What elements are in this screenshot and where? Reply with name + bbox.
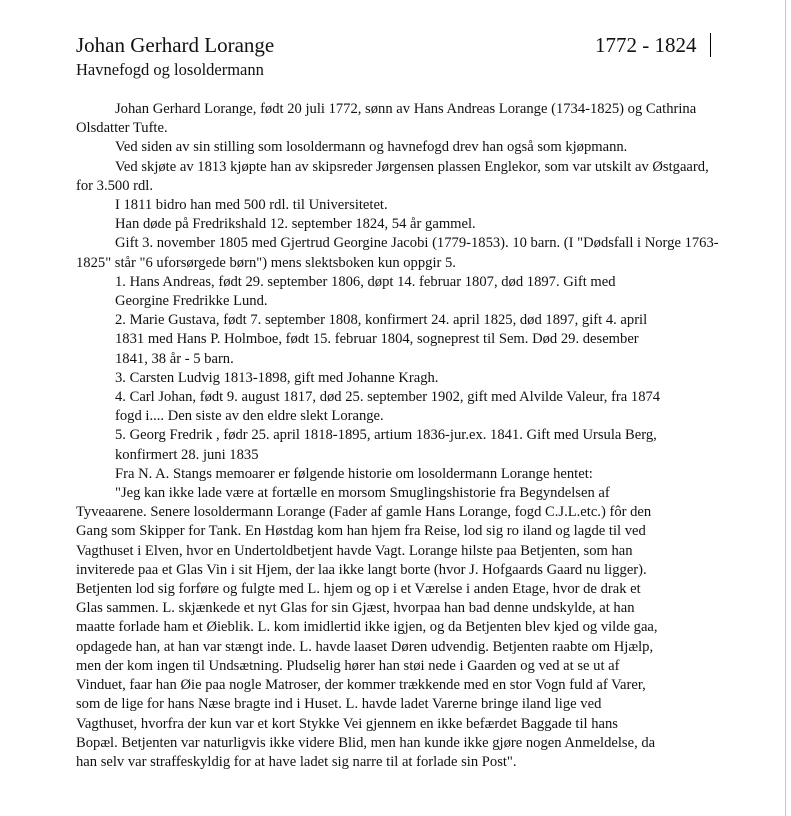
memoir-intro: Fra N. A. Stangs memoarer er følgende historie om losoldermann Lorange hentet: (115, 465, 593, 482)
quote-line: Gang som Skipper for Tank. En Høstdag kom han hjem fra Reise, lod sig ro iland og lagde til ved (76, 523, 646, 540)
quote-line: Glas sammen. L. skjænkede et nyt Glas for sin Gjæst, hvorpaa han bad denne undskylde, at han (76, 600, 635, 617)
life-years: 1772 - 1824 (595, 33, 697, 57)
document-body[interactable] (76, 100, 726, 772)
quote-line: opdagede han, at han var stængt inde. L. havde laaset Døren udvendig. Betjenten raabte om Hjælp, (76, 638, 654, 655)
quote-line: Vagthuset, hvorfra der kun var et kort Stykke Vei gjennem en ikke befærdet Baggade til hans (76, 715, 618, 732)
quote-line: men der kom ingen til Undsætning. Pludselig hører han støi nede i Gaarden og ved at se ut af (76, 657, 620, 674)
quote-line: "Jeg kan ikke lade være at fortælle en morsom Smuglingshistorie fra Begyndelsen af (115, 485, 610, 502)
text-cursor (710, 33, 711, 57)
child-entry-5-line: 5. Georg Fredrik , fødr 25. april 1818-1895, artium 1836-jur.ex. 1841. Gift med Ursula Berg, (115, 427, 657, 444)
paragraph-property: Ved skjøte av 1813 kjøpte han av skipsreder Jørgensen plassen Englekor, som var utskilt av Østgaard, for 3.500 rdl. (76, 158, 709, 194)
paragraph-occupation: Ved siden av sin stilling som losoldermann og havnefogd drev han også som kjøpmann. (115, 139, 628, 156)
child-entry-4-line: 4. Carl Johan, født 9. august 1817, død 25. september 1902, gift med Alvilde Valeur, fra 1874 (115, 389, 661, 406)
quote-line: maatte forlade ham et Øieblik. L. kom imidlertid ikke igjen, og da Betjenten blev kjed og vilde gaa, (76, 619, 658, 636)
child-entry-2-cont: 1841, 38 år - 5 barn. (115, 350, 234, 367)
child-entry-1-cont: Georgine Fredrikke Lund. (115, 293, 268, 310)
quote-line: Tyveaarene. Senere losoldermann Lorange (Fader af gamle Hans Lorange, fogd C.J.L.etc.) fôr den (76, 504, 652, 521)
quote-line: inviterede paa et Glas Vin i sit Hjem, der laa ikke langt borte (hvor J. Hofgaards Gaard nu ligger). (76, 561, 647, 578)
child-entry-2-line: 2. Marie Gustava, født 7. september 1808, konfirmert 24. april 1825, død 1897, gift 4. april (115, 312, 648, 329)
quote-line: Vinduet, faar han Øie paa nogle Matroser, der kommer trækkende med en stor Vogn fuld af Varer, (76, 677, 646, 694)
paragraph-birth: Johan Gerhard Lorange, født 20 juli 1772, sønn av Hans Andreas Lorange (1734-1825) og Cathrina Olsdatter Tufte. (76, 101, 697, 137)
quote-line: Bopæl. Betjenten var naturligvis ikke videre Blid, men han kunde ikke gjøre nogen Anmeldelse, da (76, 734, 656, 751)
child-entry-1-line: 1. Hans Andreas, født 29. september 1806, døpt 14. februar 1807, død 1897. Gift med (115, 273, 616, 290)
page-title: Johan Gerhard Lorange (76, 33, 275, 57)
child-entry-2-cont: 1831 med Hans P. Holmboe, født 15. februar 1804, sogneprest til Sem. Død 29. desember (115, 331, 639, 348)
paragraph-death: Han døde på Fredrikshald 12. september 1824, 54 år gammel. (115, 216, 476, 233)
quote-line: Vagthuset i Elven, hvor en Undertoldbetjent havde Vagt. Lorange hilste paa Betjenten, som han (76, 542, 633, 559)
child-entry-3-line: 3. Carsten Ludvig 1813-1898, gift med Johanne Kragh. (115, 369, 439, 386)
page-subtitle: Havnefogd og losoldermann (76, 60, 264, 79)
paragraph-marriage: Gift 3. november 1805 med Gjertrud Georgine Jacobi (1779-1853). 10 barn. (I "Dødsfall i Norge 1763-1825" står "6 uforsørgede børn") mens slektsboken kun oppgir 5. (76, 235, 719, 271)
quote-line: Betjenten lod sig forføre og fulgte med L. hjem og op i et Værelse i anden Etage, hvor de drak et (76, 581, 641, 598)
child-entry-4-cont: fogd i.... Den siste av den eldre slekt Lorange. (115, 408, 384, 425)
quote-line: han selv var straffeskyldig for at have ladet sig narre til at forlade sin Post". (76, 753, 517, 770)
quote-line: som de lige for hans Næse bragte ind i Huset. L. havde ladet Varerne bringe iland lige ved (76, 696, 602, 713)
paragraph-donation: I 1811 bidro han med 500 rdl. til Universitetet. (115, 197, 388, 214)
child-entry-5-cont: konfirmert 28. juni 1835 (115, 446, 259, 463)
